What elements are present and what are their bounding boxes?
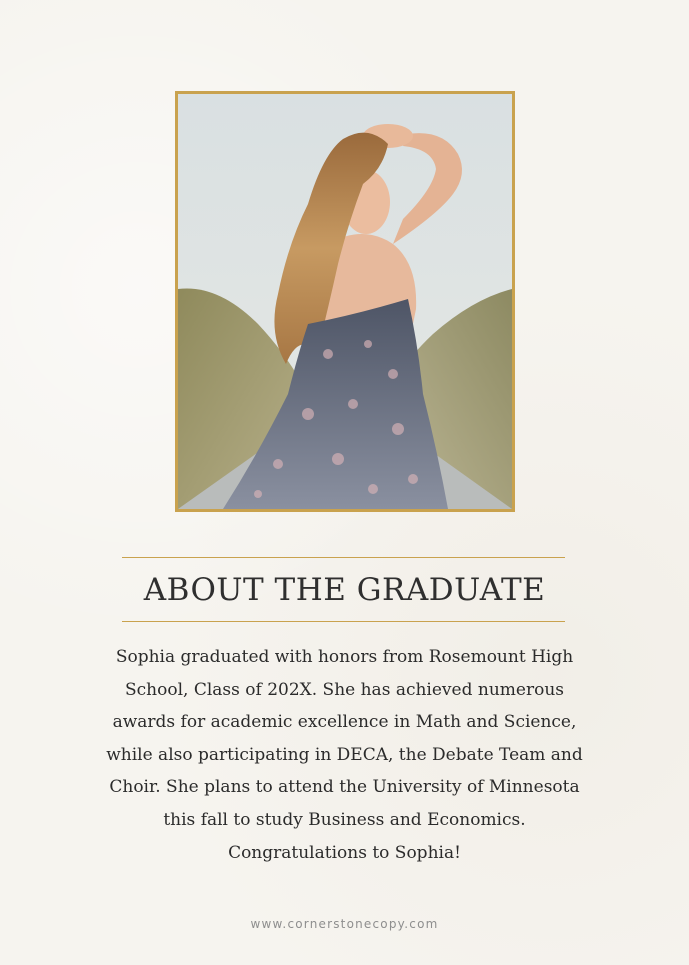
heading-rule-bottom [122, 621, 565, 622]
graduate-photo-frame [175, 91, 515, 512]
graduate-photo [178, 94, 512, 509]
heading-rule-top [122, 557, 565, 558]
footer-website: www.cornerstonecopy.com [250, 917, 439, 931]
section-heading: ABOUT THE GRADUATE [143, 572, 546, 608]
graduate-bio: Sophia graduated with honors from Rosemount High School, Class of 202X. She has achieved numerous awards for academic excellence in Math and Science, while also participating in DECA, the Debate Team and Choir. She plans to attend the University of Minnesota this fall to study Business and Economics. Congratulations to Sophia! [106, 647, 583, 863]
